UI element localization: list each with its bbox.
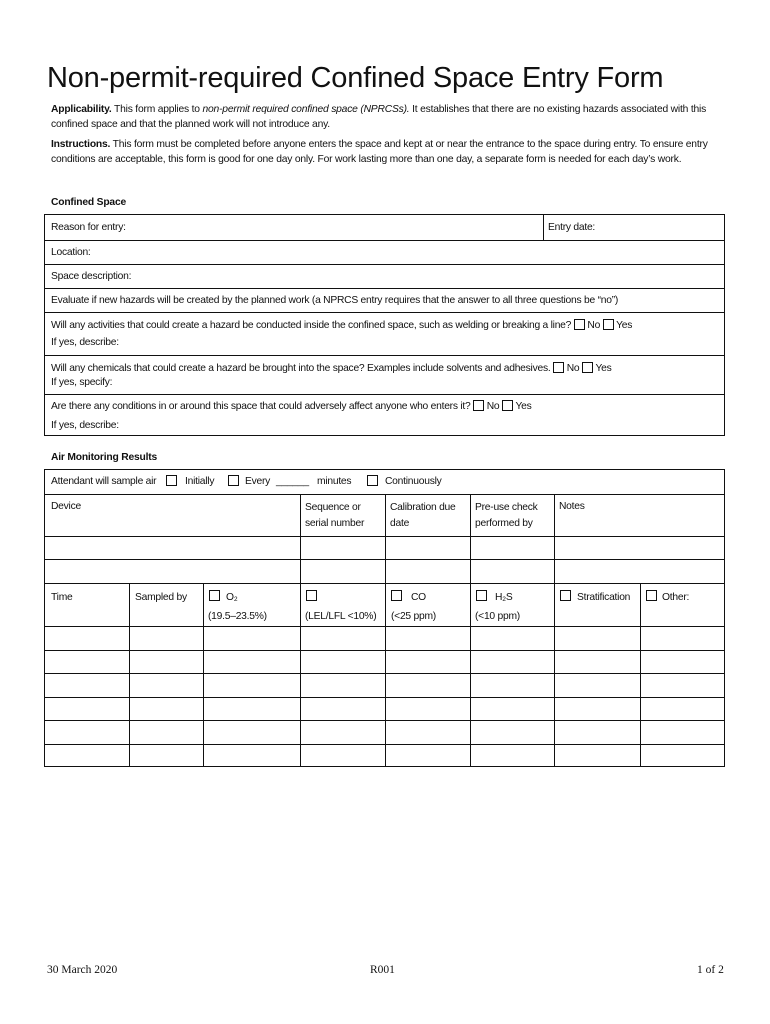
notes-header: Notes [559, 501, 585, 512]
q1-no-checkbox[interactable] [574, 319, 585, 330]
o2-checkbox[interactable] [209, 590, 220, 601]
question-1: Will any activities that could create a hazard be conducted inside the confined space, such as welding or breaking a line? No Yes [51, 320, 633, 331]
other-checkbox[interactable] [646, 590, 657, 601]
question-3-row [45, 394, 724, 436]
instructions-text: This form must be completed before anyone enters the space and kept at or near the entrance to the space during entry. To ensure entry conditions are acceptable, this form is good for one day only. For work lasting more than one day, a separate form is needed for each day’s work. [51, 139, 708, 165]
applicability-paragraph [51, 102, 731, 132]
confined-space-heading: Confined Space [51, 197, 127, 208]
footer-page: 1 of 2 [697, 964, 724, 976]
q2-yes-label: Yes [595, 363, 612, 374]
question-3-follow: If yes, describe: [51, 420, 119, 431]
h2s-range: (<10 ppm) [475, 611, 520, 622]
time-header: Time [51, 592, 73, 603]
q1-yes-checkbox[interactable] [603, 319, 614, 330]
every-checkbox[interactable] [228, 475, 239, 486]
attendant-row [45, 470, 724, 494]
q1-yes-label: Yes [616, 320, 633, 331]
co-range: (<25 ppm) [391, 611, 436, 622]
sampled-by-header: Sampled by [135, 592, 187, 603]
lel-range: (LEL/LFL <10%) [305, 611, 377, 622]
continuously-label: Continuously [385, 476, 442, 487]
evaluate-text: Evaluate if new hazards will be created by the planned work (a NPRCS entry requires that the answer to all three questions be “no”) [51, 295, 619, 306]
instructions-label: Instructions. [51, 139, 111, 150]
q2-yes-checkbox[interactable] [582, 362, 593, 373]
question-2-follow: If yes, specify: [51, 377, 113, 388]
form-title: Non-permit-required Confined Space Entry Form [47, 62, 664, 94]
question-1-follow: If yes, describe: [51, 337, 119, 348]
reason-row [45, 215, 724, 240]
question-2: Will any chemicals that could create a hazard be brought into the space? Examples include solvents and adhesives. No Yes [51, 363, 612, 374]
stratification-label: Stratification [577, 592, 631, 603]
minutes-label: minutes [317, 476, 352, 487]
applicability-text-italic: non-permit required confined space (NPRCSs). [202, 104, 410, 115]
q3-no-checkbox[interactable] [473, 400, 484, 411]
other-label: Other: [662, 592, 690, 603]
space-description-row [45, 264, 724, 288]
applicability-text-1: This form applies to [111, 104, 203, 115]
question-1-row [45, 312, 724, 355]
continuously-checkbox[interactable] [367, 475, 378, 486]
evaluate-row [45, 288, 724, 312]
air-monitoring-table [44, 469, 725, 767]
q2-no-checkbox[interactable] [553, 362, 564, 373]
q3-no-label: No [486, 401, 500, 412]
every-label: Every [245, 476, 271, 487]
footer-date: 30 March 2020 [47, 964, 118, 976]
calibration-header: Calibration due date [390, 502, 456, 529]
confined-space-table [44, 214, 725, 436]
o2-range: (19.5–23.5%) [208, 611, 267, 622]
attendant-label: Attendant will sample air [51, 476, 157, 487]
q1-no-label: No [587, 320, 601, 331]
entry-date-label: Entry date: [548, 222, 596, 233]
q3-yes-checkbox[interactable] [502, 400, 513, 411]
co-label: CO [411, 592, 426, 603]
sequence-header: Sequence or serial number [305, 502, 365, 529]
reason-label: Reason for entry: [51, 222, 126, 233]
instructions-paragraph [51, 137, 731, 167]
o2-label: O₂ [226, 592, 238, 603]
location-row [45, 240, 724, 264]
device-header: Device [51, 501, 81, 512]
lel-checkbox[interactable] [306, 590, 317, 601]
space-description-label: Space description: [51, 271, 132, 282]
question-3: Are there any conditions in or around this space that could adversely affect anyone who enters it? No Yes [51, 401, 532, 412]
preuse-header: Pre-use check performed by [475, 502, 538, 529]
h2s-checkbox[interactable] [476, 590, 487, 601]
applicability-text-2: It establishes that there are no existing hazards associated with this confined space and that the planned work will not introduce any. [51, 104, 707, 130]
question-2-row [45, 355, 724, 394]
q2-no-label: No [566, 363, 580, 374]
q3-yes-label: Yes [515, 401, 532, 412]
co-checkbox[interactable] [391, 590, 402, 601]
initially-checkbox[interactable] [166, 475, 177, 486]
minutes-blank[interactable]: ______ [276, 476, 309, 487]
location-label: Location: [51, 247, 91, 258]
h2s-label: H₂S [495, 592, 513, 603]
stratification-checkbox[interactable] [560, 590, 571, 601]
air-monitoring-heading: Air Monitoring Results [51, 452, 158, 463]
applicability-label: Applicability. [51, 104, 112, 115]
footer-revision: R001 [370, 964, 395, 976]
initially-label: Initially [185, 476, 215, 487]
